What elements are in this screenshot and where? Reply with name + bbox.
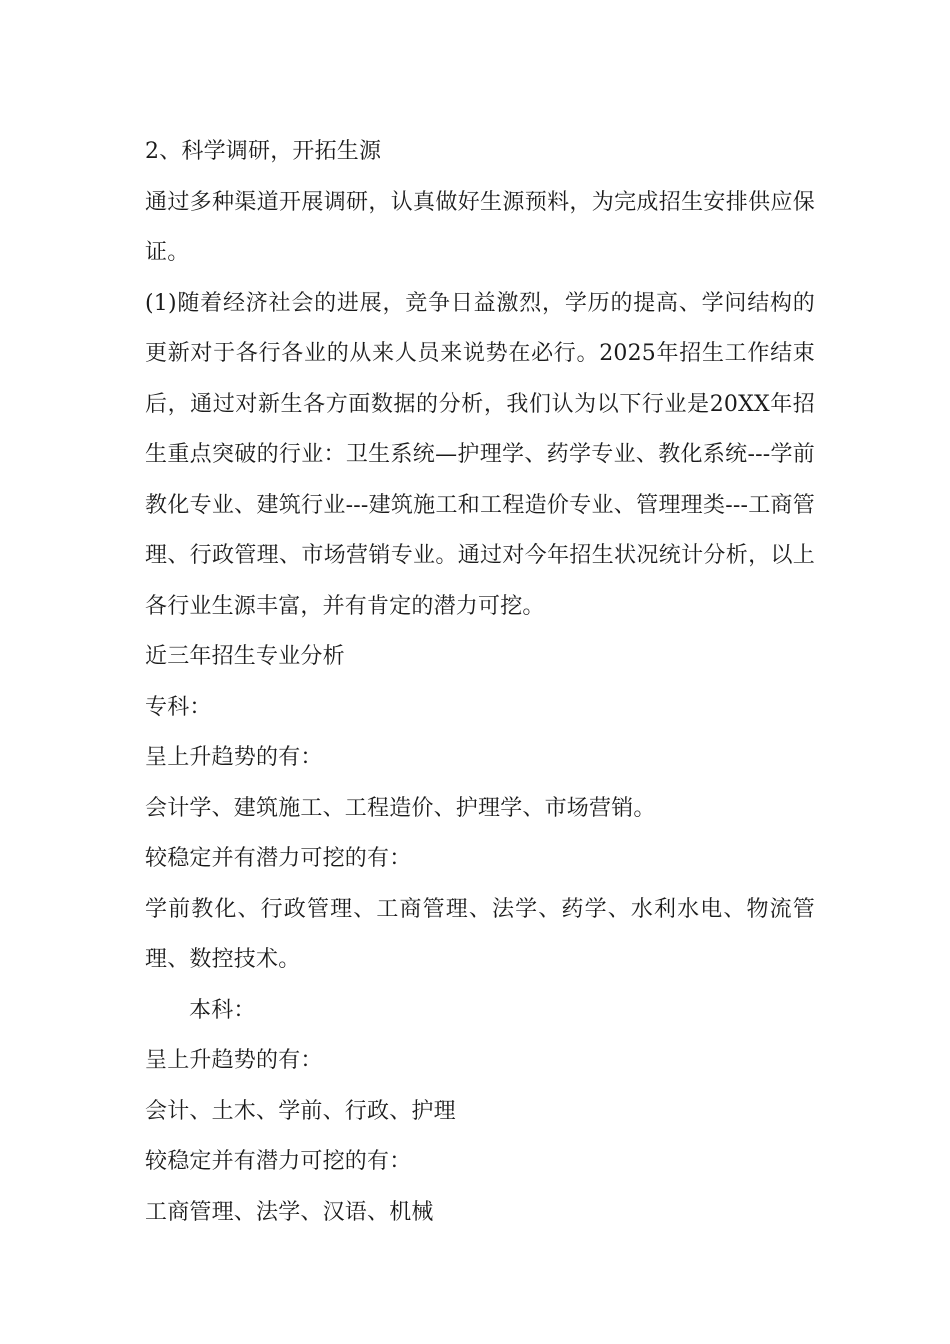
major-list: 会计学、建筑施工、工程造价、护理学、市场营销。 [145,795,656,821]
major-list: 会计、土木、学前、行政、护理 [145,1098,456,1124]
paragraph: 通过多种渠道开展调研，认真做好生源预料，为完成招生安排供应保证。 [145,189,815,265]
paragraph: (1)随着经济社会的进展，竞争日益激烈，学历的提高、学问结构的更新对于各行各业的从来人员来说势在必行。2025年招生工作结束后，通过对新生各方面数据的分析，我们认为以下行业是20XX年招生重点突破的行业：卫生系统—护理学、药学专业、教化系统---学前教化专业、建筑行业---建筑施工和工程造价专业、管理理类---工商管理、行政管理、市场营销专业。通过对今年招生状况统计分析，以上各行业生源丰富，并有肯定的潜力可挖。 [145,290,815,619]
trend-label: 呈上升趋势的有： [145,745,323,770]
trend-label: 较稳定并有潜力可挖的有： [145,1149,412,1174]
trend-label: 呈上升趋势的有： [145,1048,323,1073]
major-list: 学前教化、行政管理、工商管理、法学、药学、水利水电、物流管理、数控技术。 [145,896,815,972]
trend-label: 较稳定并有潜力可挖的有： [145,846,412,871]
category-label: 本科： [189,997,256,1023]
document-body [145,127,815,1238]
category-label: 专科： [145,694,212,720]
major-list: 工商管理、法学、汉语、机械 [145,1199,434,1225]
section-heading: 2、科学调研，开拓生源 [145,139,382,164]
subheading: 近三年招生专业分析 [145,644,345,669]
